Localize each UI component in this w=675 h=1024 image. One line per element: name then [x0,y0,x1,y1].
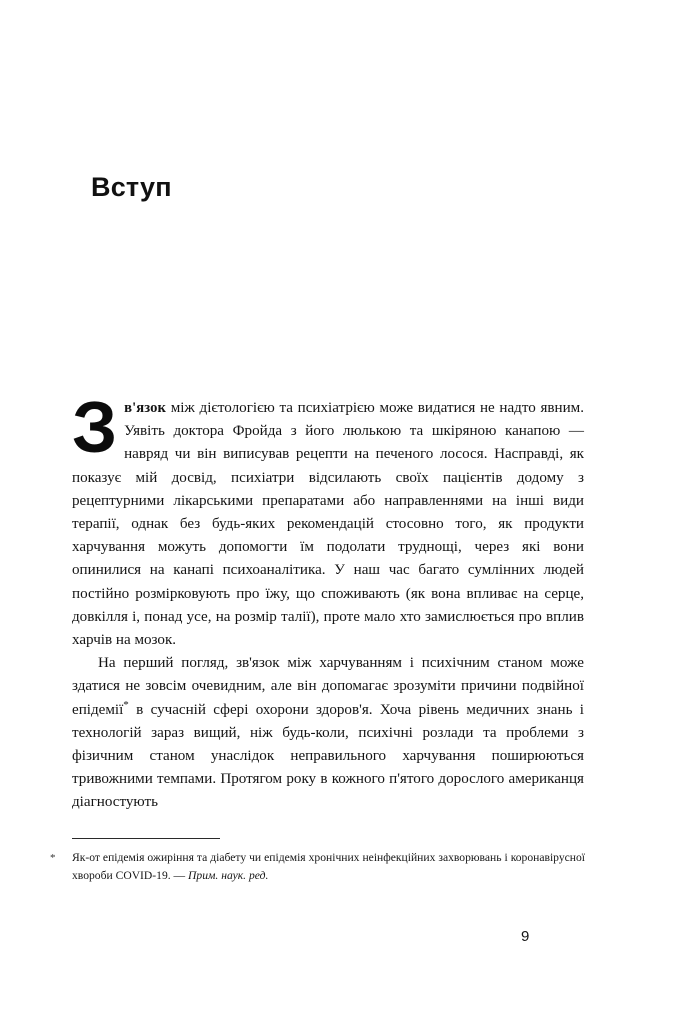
paragraph-second [72,652,584,814]
footnote-area [50,838,585,885]
lead-in-text: в'язок [124,400,167,416]
page-number: 9 [521,928,530,945]
paragraph-first-body: між дієтологією та психіатрією може видатися не надто явним. Уявіть доктора Фройда з його люлькою та шкіряною канапою — навряд чи він виписував рецепти на печеного лосося. Насправді, як показує мій досвід, психіатри відсилають своїх пацієнтів додому з рецептурними лікарськими препаратами або направленнями на інші види терапії, однак без будь-яких рекомендацій стосовно того, як продукти харчування можуть допомогти їм подолати труднощі, через які вони опинилися на канапі психоаналітика. У наш час багато сумлінних людей постійно розмірковують про їжу, що споживають (як вона впливає на серце, довкілля і, понад усе, на розмір талії), проте мало хто замислюється про вплив харчів на мозок. [72,400,584,649]
page-title: Вступ [91,172,172,203]
paragraph-first [72,388,584,652]
footnote-text [50,849,585,885]
footnote-attribution: Прим. наук. ред. [188,869,269,882]
drop-cap: З [72,388,117,468]
paragraph-second-after-footnote: в сучасній сфері охорони здоров'я. Хоча рівень медичних знань і технологій зараз вищий, ніж будь-коли, психічні розлади та проблеми з фізичним станом унаслідок неправильного харчування поширюються тривожними темпами. Протягом року в кожного п'ятого дорослого американця діагностують [72,701,584,811]
body-text-block [72,388,584,815]
paragraph-second-before-footnote: На перший погляд, зв'язок між харчуванням і психічним станом може здатися не зовсім очевидним, але він допомагає зрозуміти причини подвійної епідемії [72,655,584,718]
footnote-separator-rule [72,838,220,839]
footnote-marker: * [50,852,56,864]
footnote-body: Як-от епідемія ожиріння та діабету чи епідемія хронічних неінфекційних захворювань і коронавірусної хвороби COVID-19. — [72,851,585,882]
footnote-reference-marker[interactable]: * [123,698,129,711]
